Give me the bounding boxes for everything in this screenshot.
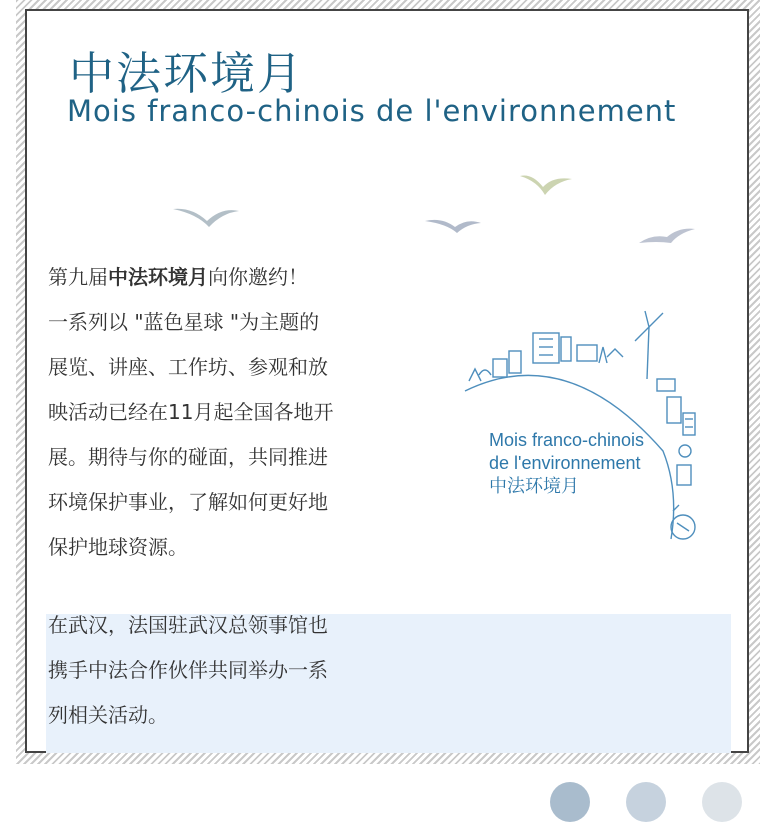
logo-line-fr-2: de l'environnement xyxy=(489,453,641,473)
intro-line: 保护地球资源。 xyxy=(48,535,188,559)
intro-suffix: 向你邀约！ xyxy=(208,265,308,289)
intro-bold-title: 中法环境月 xyxy=(108,265,208,289)
intro-line: 映活动已经在11月起全国各地开 xyxy=(48,400,334,424)
page-dot-2[interactable] xyxy=(626,782,666,822)
intro-line: 一系列以 "蓝色星球 "为主题的 xyxy=(48,310,320,334)
logo-line-fr-1: Mois franco-chinois xyxy=(489,430,645,450)
logo-line-cn: 中法环境月 xyxy=(489,476,579,496)
page-dot-3[interactable] xyxy=(702,782,742,822)
logo-text xyxy=(489,429,644,498)
title-french: Mois franco-chinois de l'environnement xyxy=(67,94,677,128)
wuhan-line: 携手中法合作伙伴共同举办一系 xyxy=(48,658,328,682)
birds-illustration xyxy=(27,11,747,271)
wuhan-line: 在武汉，法国驻武汉总领事馆也 xyxy=(48,613,328,637)
bird-icon xyxy=(173,209,239,227)
intro-line-1 xyxy=(48,255,398,300)
bird-icon xyxy=(520,175,572,195)
intro-paragraph xyxy=(48,255,398,570)
page-dot-1[interactable] xyxy=(550,782,590,822)
page-indicator xyxy=(548,782,748,826)
event-logo xyxy=(457,301,697,551)
content-card xyxy=(25,9,749,753)
title-chinese: 中法环境月 xyxy=(69,47,305,100)
bird-icon xyxy=(639,229,695,243)
wuhan-paragraph xyxy=(48,603,398,738)
intro-prefix: 第九届 xyxy=(48,265,108,289)
intro-line: 展览、讲座、工作坊、参观和放 xyxy=(48,355,328,379)
bird-icon xyxy=(425,220,481,233)
intro-line: 展。期待与你的碰面，共同推进 xyxy=(48,445,328,469)
intro-line: 环境保护事业，了解如何更好地 xyxy=(48,490,328,514)
wuhan-line: 列相关活动。 xyxy=(48,703,168,727)
